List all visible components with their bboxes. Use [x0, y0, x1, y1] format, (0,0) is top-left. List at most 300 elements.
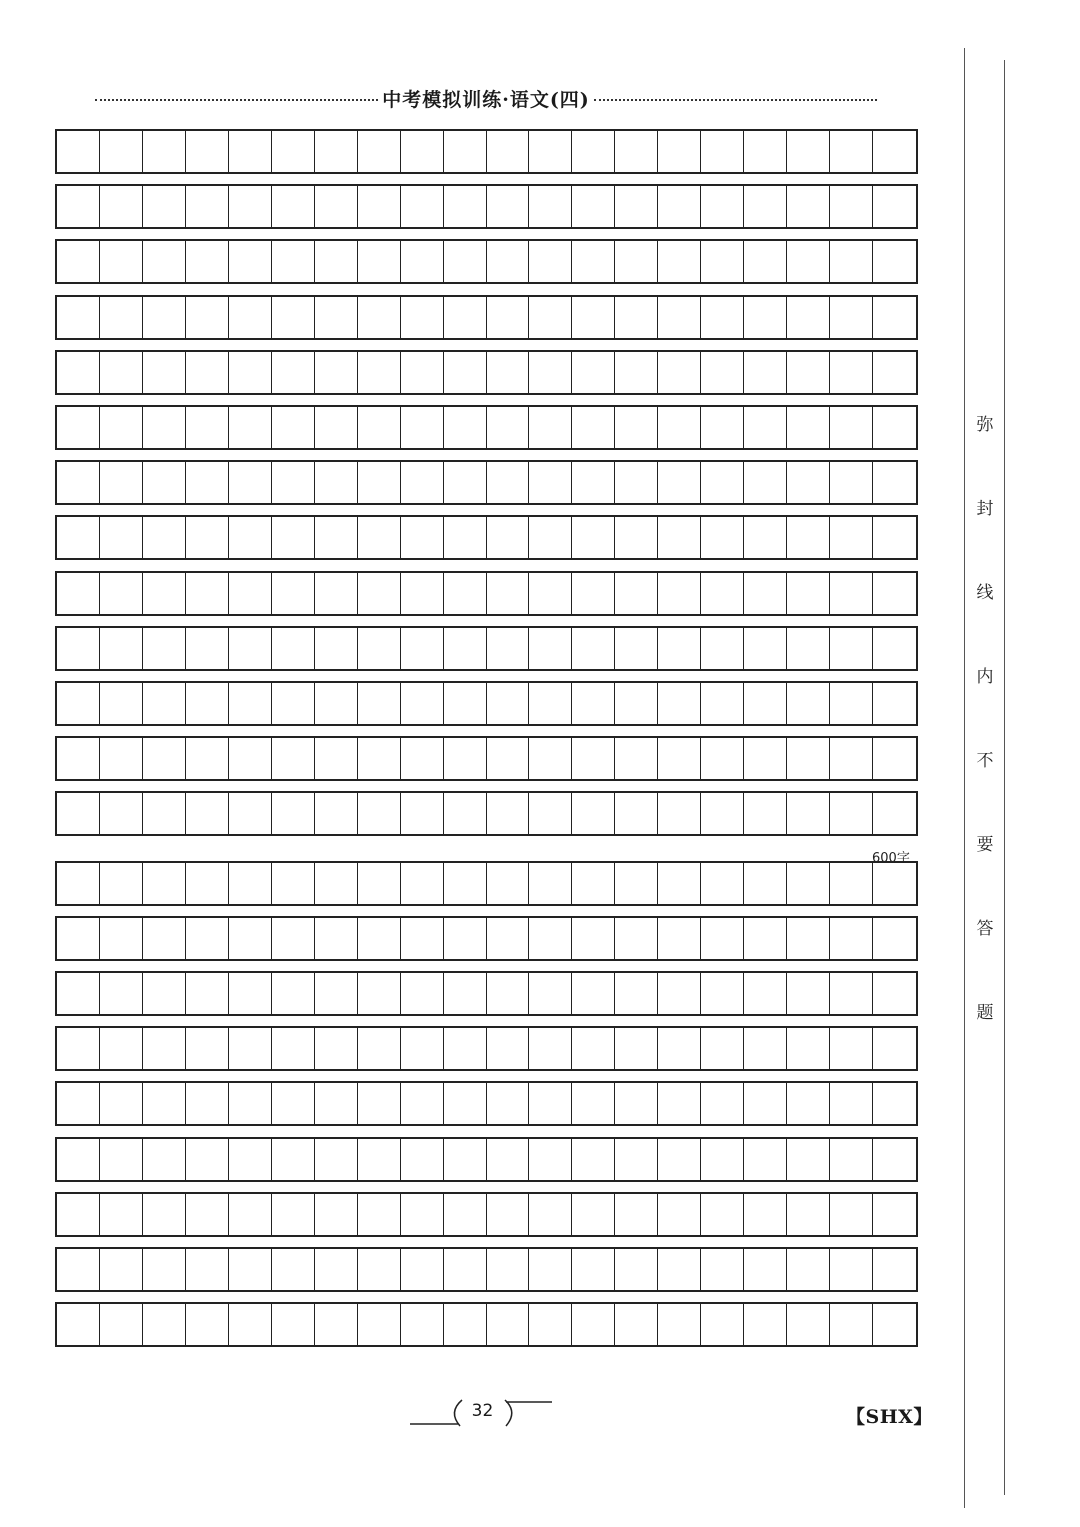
grid-cell[interactable]: [358, 1249, 401, 1290]
grid-cell[interactable]: [744, 863, 787, 904]
grid-cell[interactable]: [830, 1139, 873, 1180]
grid-cell[interactable]: [487, 793, 530, 834]
grid-cell[interactable]: [401, 352, 444, 393]
grid-cell[interactable]: [615, 241, 658, 282]
grid-cell[interactable]: [358, 973, 401, 1014]
grid-cell[interactable]: [100, 297, 143, 338]
grid-cell[interactable]: [358, 352, 401, 393]
grid-cell[interactable]: [315, 1139, 358, 1180]
grid-cell[interactable]: [658, 186, 701, 227]
grid-cell[interactable]: [487, 573, 530, 614]
grid-cell[interactable]: [57, 352, 100, 393]
grid-cell[interactable]: [744, 1249, 787, 1290]
grid-cell[interactable]: [229, 1304, 272, 1345]
grid-cell[interactable]: [401, 793, 444, 834]
grid-cell[interactable]: [100, 683, 143, 724]
grid-cell[interactable]: [57, 1194, 100, 1235]
grid-cell[interactable]: [57, 973, 100, 1014]
grid-cell[interactable]: [315, 517, 358, 558]
grid-cell[interactable]: [744, 407, 787, 448]
grid-cell[interactable]: [701, 1083, 744, 1124]
grid-cell[interactable]: [358, 462, 401, 503]
grid-cell[interactable]: [658, 1028, 701, 1069]
grid-cell[interactable]: [444, 918, 487, 959]
grid-cell[interactable]: [787, 573, 830, 614]
grid-cell[interactable]: [487, 628, 530, 669]
grid-cell[interactable]: [186, 241, 229, 282]
grid-cell[interactable]: [615, 628, 658, 669]
grid-cell[interactable]: [615, 407, 658, 448]
grid-cell[interactable]: [658, 517, 701, 558]
grid-cell[interactable]: [272, 407, 315, 448]
grid-cell[interactable]: [701, 1194, 744, 1235]
grid-cell[interactable]: [100, 738, 143, 779]
grid-cell[interactable]: [229, 793, 272, 834]
grid-cell[interactable]: [787, 1249, 830, 1290]
grid-cell[interactable]: [57, 407, 100, 448]
grid-cell[interactable]: [100, 462, 143, 503]
grid-cell[interactable]: [143, 297, 186, 338]
grid-cell[interactable]: [100, 1139, 143, 1180]
grid-cell[interactable]: [229, 186, 272, 227]
grid-cell[interactable]: [143, 918, 186, 959]
grid-cell[interactable]: [315, 573, 358, 614]
grid-cell[interactable]: [873, 297, 916, 338]
grid-cell[interactable]: [143, 863, 186, 904]
grid-cell[interactable]: [358, 738, 401, 779]
grid-cell[interactable]: [615, 186, 658, 227]
grid-cell[interactable]: [830, 1194, 873, 1235]
grid-cell[interactable]: [529, 1304, 572, 1345]
grid-cell[interactable]: [744, 793, 787, 834]
grid-cell[interactable]: [529, 1194, 572, 1235]
grid-cell[interactable]: [873, 1304, 916, 1345]
grid-cell[interactable]: [315, 1194, 358, 1235]
grid-cell[interactable]: [615, 462, 658, 503]
grid-cell[interactable]: [229, 1139, 272, 1180]
grid-cell[interactable]: [315, 297, 358, 338]
grid-cell[interactable]: [358, 241, 401, 282]
grid-cell[interactable]: [57, 738, 100, 779]
grid-cell[interactable]: [529, 573, 572, 614]
grid-cell[interactable]: [701, 352, 744, 393]
grid-cell[interactable]: [487, 1139, 530, 1180]
grid-cell[interactable]: [401, 1028, 444, 1069]
grid-cell[interactable]: [487, 1028, 530, 1069]
grid-cell[interactable]: [830, 241, 873, 282]
grid-cell[interactable]: [658, 973, 701, 1014]
grid-cell[interactable]: [572, 573, 615, 614]
grid-cell[interactable]: [572, 1249, 615, 1290]
grid-cell[interactable]: [229, 918, 272, 959]
grid-cell[interactable]: [658, 918, 701, 959]
grid-cell[interactable]: [572, 918, 615, 959]
grid-cell[interactable]: [186, 352, 229, 393]
grid-cell[interactable]: [873, 352, 916, 393]
grid-cell[interactable]: [315, 131, 358, 172]
grid-cell[interactable]: [401, 863, 444, 904]
grid-cell[interactable]: [57, 131, 100, 172]
grid-cell[interactable]: [830, 186, 873, 227]
grid-cell[interactable]: [787, 1304, 830, 1345]
grid-cell[interactable]: [186, 1139, 229, 1180]
grid-cell[interactable]: [873, 1028, 916, 1069]
grid-cell[interactable]: [272, 1083, 315, 1124]
grid-cell[interactable]: [100, 973, 143, 1014]
grid-cell[interactable]: [100, 517, 143, 558]
grid-cell[interactable]: [487, 918, 530, 959]
grid-cell[interactable]: [444, 1249, 487, 1290]
grid-cell[interactable]: [529, 241, 572, 282]
grid-cell[interactable]: [315, 407, 358, 448]
grid-cell[interactable]: [744, 1139, 787, 1180]
grid-cell[interactable]: [186, 517, 229, 558]
grid-cell[interactable]: [701, 241, 744, 282]
grid-cell[interactable]: [401, 407, 444, 448]
grid-cell[interactable]: [744, 186, 787, 227]
grid-cell[interactable]: [744, 1194, 787, 1235]
grid-cell[interactable]: [229, 683, 272, 724]
grid-cell[interactable]: [615, 918, 658, 959]
grid-cell[interactable]: [658, 407, 701, 448]
grid-cell[interactable]: [186, 462, 229, 503]
grid-cell[interactable]: [615, 973, 658, 1014]
grid-cell[interactable]: [744, 241, 787, 282]
grid-cell[interactable]: [143, 793, 186, 834]
grid-cell[interactable]: [229, 1028, 272, 1069]
grid-cell[interactable]: [143, 628, 186, 669]
grid-cell[interactable]: [272, 352, 315, 393]
grid-cell[interactable]: [572, 131, 615, 172]
grid-cell[interactable]: [315, 186, 358, 227]
grid-cell[interactable]: [572, 241, 615, 282]
grid-cell[interactable]: [873, 738, 916, 779]
grid-cell[interactable]: [787, 683, 830, 724]
grid-cell[interactable]: [444, 683, 487, 724]
grid-cell[interactable]: [401, 131, 444, 172]
grid-cell[interactable]: [229, 407, 272, 448]
grid-cell[interactable]: [444, 863, 487, 904]
grid-cell[interactable]: [186, 973, 229, 1014]
grid-cell[interactable]: [658, 462, 701, 503]
grid-cell[interactable]: [701, 863, 744, 904]
grid-cell[interactable]: [572, 973, 615, 1014]
grid-cell[interactable]: [229, 517, 272, 558]
grid-cell[interactable]: [487, 517, 530, 558]
grid-cell[interactable]: [787, 973, 830, 1014]
grid-cell[interactable]: [701, 738, 744, 779]
grid-cell[interactable]: [272, 973, 315, 1014]
grid-cell[interactable]: [272, 573, 315, 614]
grid-cell[interactable]: [744, 918, 787, 959]
grid-cell[interactable]: [701, 407, 744, 448]
grid-cell[interactable]: [572, 1028, 615, 1069]
grid-cell[interactable]: [830, 793, 873, 834]
grid-cell[interactable]: [830, 1028, 873, 1069]
grid-cell[interactable]: [658, 1194, 701, 1235]
grid-cell[interactable]: [701, 131, 744, 172]
grid-cell[interactable]: [57, 683, 100, 724]
grid-cell[interactable]: [529, 407, 572, 448]
grid-cell[interactable]: [401, 297, 444, 338]
grid-cell[interactable]: [830, 918, 873, 959]
grid-cell[interactable]: [572, 793, 615, 834]
grid-cell[interactable]: [186, 918, 229, 959]
grid-cell[interactable]: [272, 683, 315, 724]
grid-cell[interactable]: [744, 517, 787, 558]
grid-cell[interactable]: [100, 407, 143, 448]
grid-cell[interactable]: [487, 297, 530, 338]
grid-cell[interactable]: [315, 738, 358, 779]
grid-cell[interactable]: [701, 793, 744, 834]
grid-cell[interactable]: [701, 1139, 744, 1180]
grid-cell[interactable]: [487, 241, 530, 282]
grid-cell[interactable]: [529, 793, 572, 834]
grid-cell[interactable]: [787, 793, 830, 834]
grid-cell[interactable]: [529, 186, 572, 227]
grid-cell[interactable]: [186, 297, 229, 338]
grid-cell[interactable]: [401, 973, 444, 1014]
grid-cell[interactable]: [830, 1249, 873, 1290]
grid-cell[interactable]: [487, 738, 530, 779]
grid-cell[interactable]: [529, 352, 572, 393]
grid-cell[interactable]: [572, 186, 615, 227]
grid-cell[interactable]: [701, 918, 744, 959]
grid-cell[interactable]: [444, 973, 487, 1014]
grid-cell[interactable]: [315, 241, 358, 282]
grid-cell[interactable]: [615, 738, 658, 779]
grid-cell[interactable]: [100, 1304, 143, 1345]
grid-cell[interactable]: [315, 1083, 358, 1124]
grid-cell[interactable]: [57, 628, 100, 669]
grid-cell[interactable]: [487, 131, 530, 172]
grid-cell[interactable]: [529, 973, 572, 1014]
grid-cell[interactable]: [615, 1249, 658, 1290]
grid-cell[interactable]: [787, 918, 830, 959]
grid-cell[interactable]: [830, 738, 873, 779]
grid-cell[interactable]: [401, 462, 444, 503]
grid-cell[interactable]: [100, 628, 143, 669]
grid-cell[interactable]: [572, 407, 615, 448]
grid-cell[interactable]: [529, 1139, 572, 1180]
grid-cell[interactable]: [229, 131, 272, 172]
grid-cell[interactable]: [487, 352, 530, 393]
grid-cell[interactable]: [873, 683, 916, 724]
grid-cell[interactable]: [186, 1028, 229, 1069]
grid-cell[interactable]: [401, 683, 444, 724]
grid-cell[interactable]: [143, 462, 186, 503]
grid-cell[interactable]: [143, 241, 186, 282]
grid-cell[interactable]: [358, 1194, 401, 1235]
grid-cell[interactable]: [100, 1083, 143, 1124]
grid-cell[interactable]: [529, 1083, 572, 1124]
grid-cell[interactable]: [358, 186, 401, 227]
grid-cell[interactable]: [315, 973, 358, 1014]
grid-cell[interactable]: [701, 683, 744, 724]
grid-cell[interactable]: [873, 131, 916, 172]
grid-cell[interactable]: [701, 973, 744, 1014]
grid-cell[interactable]: [358, 683, 401, 724]
grid-cell[interactable]: [57, 462, 100, 503]
grid-cell[interactable]: [529, 131, 572, 172]
grid-cell[interactable]: [529, 863, 572, 904]
grid-cell[interactable]: [830, 1304, 873, 1345]
grid-cell[interactable]: [186, 131, 229, 172]
grid-cell[interactable]: [57, 186, 100, 227]
grid-cell[interactable]: [615, 517, 658, 558]
grid-cell[interactable]: [186, 186, 229, 227]
grid-cell[interactable]: [143, 973, 186, 1014]
grid-cell[interactable]: [143, 186, 186, 227]
grid-cell[interactable]: [615, 297, 658, 338]
grid-cell[interactable]: [615, 793, 658, 834]
grid-cell[interactable]: [787, 297, 830, 338]
grid-cell[interactable]: [787, 1028, 830, 1069]
grid-cell[interactable]: [100, 918, 143, 959]
grid-cell[interactable]: [401, 628, 444, 669]
grid-cell[interactable]: [873, 241, 916, 282]
grid-cell[interactable]: [100, 573, 143, 614]
grid-cell[interactable]: [787, 186, 830, 227]
grid-cell[interactable]: [830, 297, 873, 338]
grid-cell[interactable]: [315, 628, 358, 669]
grid-cell[interactable]: [315, 793, 358, 834]
grid-cell[interactable]: [272, 1028, 315, 1069]
grid-cell[interactable]: [701, 517, 744, 558]
grid-cell[interactable]: [100, 863, 143, 904]
grid-cell[interactable]: [143, 573, 186, 614]
grid-cell[interactable]: [658, 863, 701, 904]
grid-cell[interactable]: [143, 1304, 186, 1345]
grid-cell[interactable]: [186, 573, 229, 614]
grid-cell[interactable]: [744, 628, 787, 669]
grid-cell[interactable]: [701, 1028, 744, 1069]
grid-cell[interactable]: [830, 407, 873, 448]
grid-cell[interactable]: [358, 407, 401, 448]
grid-cell[interactable]: [444, 1304, 487, 1345]
grid-cell[interactable]: [444, 1139, 487, 1180]
grid-cell[interactable]: [229, 1083, 272, 1124]
grid-cell[interactable]: [57, 297, 100, 338]
grid-cell[interactable]: [658, 1083, 701, 1124]
grid-cell[interactable]: [272, 863, 315, 904]
grid-cell[interactable]: [529, 628, 572, 669]
grid-cell[interactable]: [358, 918, 401, 959]
grid-cell[interactable]: [744, 1083, 787, 1124]
grid-cell[interactable]: [358, 131, 401, 172]
grid-cell[interactable]: [487, 863, 530, 904]
grid-cell[interactable]: [529, 683, 572, 724]
grid-cell[interactable]: [744, 683, 787, 724]
grid-cell[interactable]: [272, 793, 315, 834]
grid-cell[interactable]: [143, 352, 186, 393]
grid-cell[interactable]: [100, 1028, 143, 1069]
grid-cell[interactable]: [744, 573, 787, 614]
grid-cell[interactable]: [572, 1139, 615, 1180]
grid-cell[interactable]: [401, 1083, 444, 1124]
grid-cell[interactable]: [701, 573, 744, 614]
grid-cell[interactable]: [272, 517, 315, 558]
grid-cell[interactable]: [186, 1083, 229, 1124]
grid-cell[interactable]: [143, 1139, 186, 1180]
grid-cell[interactable]: [100, 793, 143, 834]
grid-cell[interactable]: [873, 863, 916, 904]
grid-cell[interactable]: [186, 738, 229, 779]
grid-cell[interactable]: [529, 1249, 572, 1290]
grid-cell[interactable]: [401, 573, 444, 614]
grid-cell[interactable]: [272, 1139, 315, 1180]
grid-cell[interactable]: [57, 863, 100, 904]
grid-cell[interactable]: [572, 683, 615, 724]
grid-cell[interactable]: [272, 918, 315, 959]
grid-cell[interactable]: [57, 1083, 100, 1124]
grid-cell[interactable]: [444, 186, 487, 227]
grid-cell[interactable]: [401, 186, 444, 227]
grid-cell[interactable]: [830, 973, 873, 1014]
grid-cell[interactable]: [57, 1249, 100, 1290]
grid-cell[interactable]: [615, 1028, 658, 1069]
grid-cell[interactable]: [787, 1083, 830, 1124]
grid-cell[interactable]: [658, 793, 701, 834]
grid-cell[interactable]: [615, 1304, 658, 1345]
grid-cell[interactable]: [658, 628, 701, 669]
grid-cell[interactable]: [143, 517, 186, 558]
grid-cell[interactable]: [186, 407, 229, 448]
grid-cell[interactable]: [830, 863, 873, 904]
grid-cell[interactable]: [572, 1194, 615, 1235]
grid-cell[interactable]: [787, 738, 830, 779]
grid-cell[interactable]: [787, 628, 830, 669]
grid-cell[interactable]: [272, 1194, 315, 1235]
grid-cell[interactable]: [873, 573, 916, 614]
grid-cell[interactable]: [787, 131, 830, 172]
grid-cell[interactable]: [401, 918, 444, 959]
grid-cell[interactable]: [615, 352, 658, 393]
grid-cell[interactable]: [444, 1083, 487, 1124]
grid-cell[interactable]: [529, 462, 572, 503]
grid-cell[interactable]: [487, 683, 530, 724]
grid-cell[interactable]: [830, 683, 873, 724]
grid-cell[interactable]: [701, 628, 744, 669]
grid-cell[interactable]: [787, 1139, 830, 1180]
grid-cell[interactable]: [143, 1028, 186, 1069]
grid-cell[interactable]: [358, 793, 401, 834]
grid-cell[interactable]: [873, 1249, 916, 1290]
grid-cell[interactable]: [830, 573, 873, 614]
grid-cell[interactable]: [229, 462, 272, 503]
grid-cell[interactable]: [401, 1139, 444, 1180]
grid-cell[interactable]: [229, 973, 272, 1014]
grid-cell[interactable]: [272, 462, 315, 503]
grid-cell[interactable]: [143, 407, 186, 448]
grid-cell[interactable]: [444, 297, 487, 338]
grid-cell[interactable]: [830, 517, 873, 558]
grid-cell[interactable]: [272, 628, 315, 669]
grid-cell[interactable]: [444, 241, 487, 282]
grid-cell[interactable]: [615, 1139, 658, 1180]
grid-cell[interactable]: [701, 297, 744, 338]
grid-cell[interactable]: [487, 973, 530, 1014]
grid-cell[interactable]: [572, 738, 615, 779]
grid-cell[interactable]: [358, 628, 401, 669]
grid-cell[interactable]: [830, 628, 873, 669]
grid-cell[interactable]: [401, 1249, 444, 1290]
grid-cell[interactable]: [787, 352, 830, 393]
grid-cell[interactable]: [787, 863, 830, 904]
grid-cell[interactable]: [873, 1083, 916, 1124]
grid-cell[interactable]: [100, 186, 143, 227]
grid-cell[interactable]: [315, 1304, 358, 1345]
